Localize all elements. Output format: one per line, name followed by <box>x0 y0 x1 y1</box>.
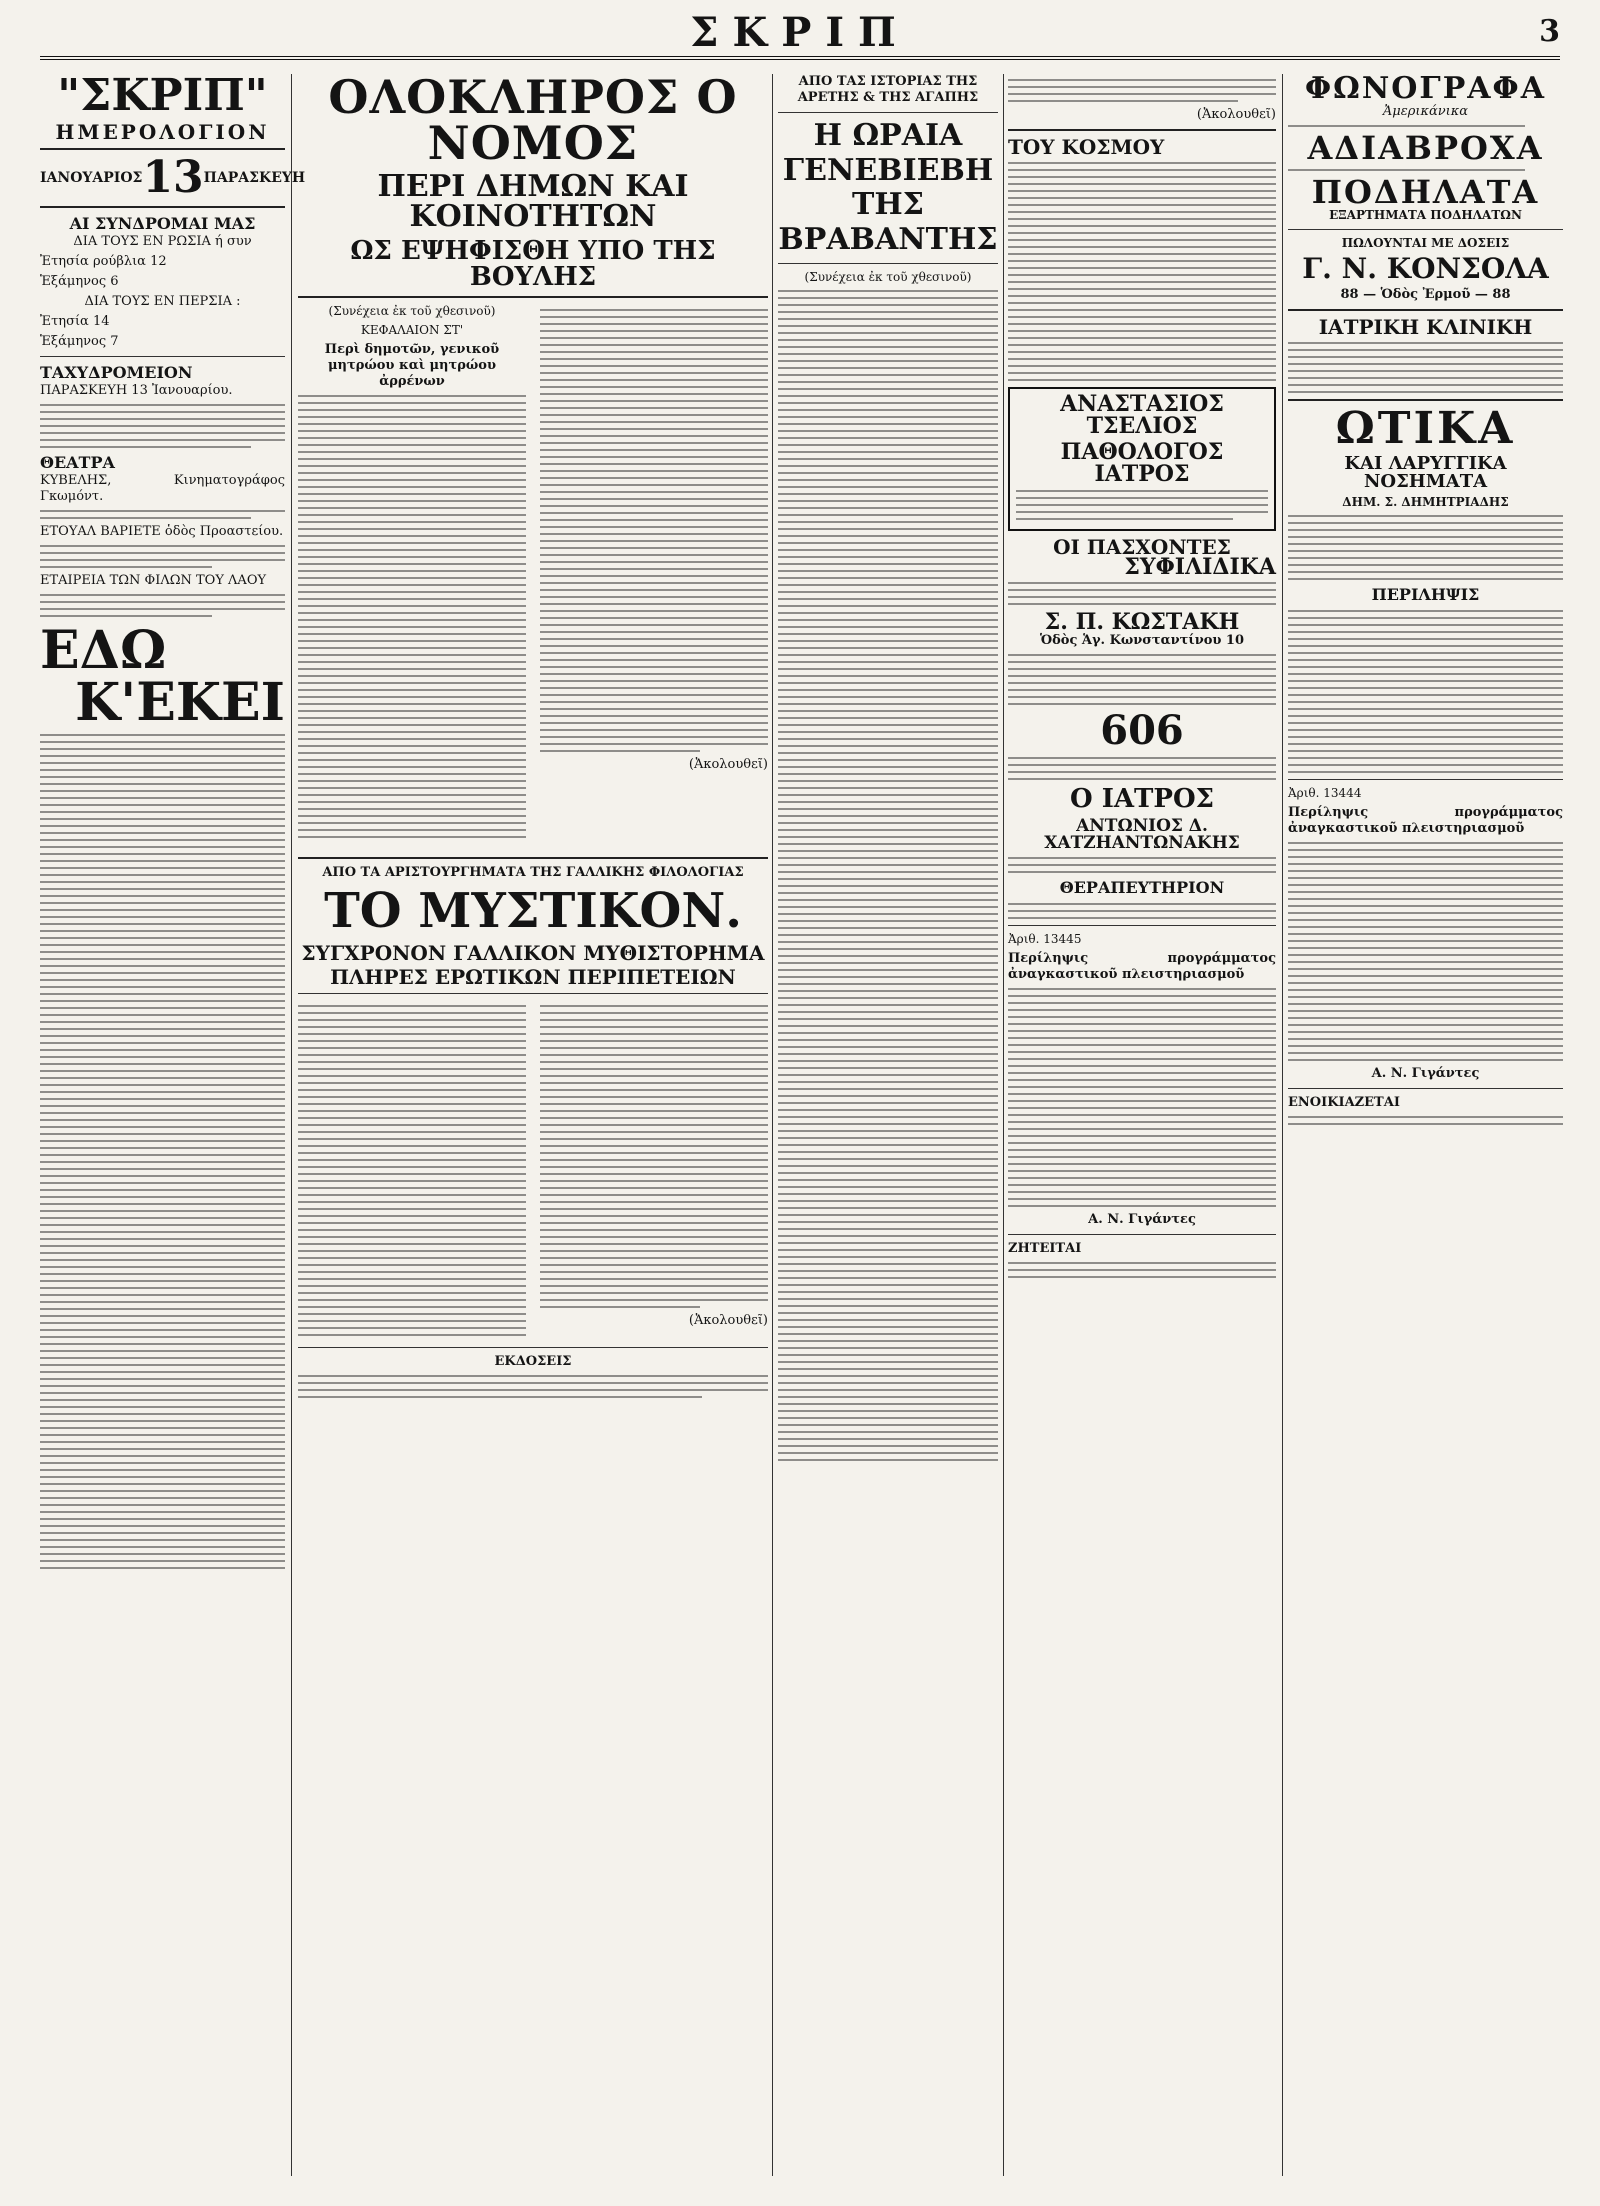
law-headline-2: ΠΕΡΙ ΔΗΜΩΝ ΚΑΙ ΚΟΙΝΟΤΗΤΩΝ <box>377 169 689 234</box>
number-606: 606 <box>1100 707 1184 754</box>
text-block <box>298 395 526 838</box>
perilipsis-heading: ΠΕΡΙΛΗΨΙΣ <box>1371 585 1480 604</box>
column-rule <box>291 74 292 2176</box>
ad-seller-address: 88 — Ὁδὸς Ἐρμοῦ — 88 <box>1340 287 1511 302</box>
divider <box>1008 925 1276 926</box>
ad-fonografa-sub: Ἀμερικάνικα <box>1382 104 1469 119</box>
law-headline-3: ΩΣ ΕΨΗΦΙΣΘΗ ΥΠΟ ΤΗΣ ΒΟΥΛΗΣ <box>350 236 716 292</box>
ad-seller-name: Γ. Ν. ΚΟΝΣΟΛΑ <box>1302 252 1549 285</box>
theatre-item: ΕΤΑΙΡΕΙΑ ΤΩΝ ΦΙΛΩΝ ΤΟΥ ΛΑΟΥ <box>40 573 267 588</box>
text-block <box>1008 79 1276 102</box>
text-block <box>1288 842 1563 1061</box>
post-date: ΠΑΡΑΣΚΕΥΗ 13 Ἰανουαρίου. <box>40 383 233 398</box>
clinic-heading: ΙΑΤΡΙΚΗ ΚΛΙΝΙΚΗ <box>1318 315 1533 339</box>
notice-signature: Α. Ν. Γιγάντες <box>1371 1066 1480 1081</box>
subscriptions-row: Ἐτησία ρούβλια 12 <box>40 254 167 269</box>
law-continued: (Συνέχεια ἐκ τοῦ χθεσινοῦ) <box>328 304 496 318</box>
column-rule <box>772 74 773 2176</box>
date-month: ΙΑΝΟΥΑΡΙΟΣ <box>40 170 143 186</box>
story-title-genevieve: Η ΩΡΑΙΑ ΓΕΝΕΒΙΕΒΗ ΤΗΣ ΒΡΑΒΑΝΤΗΣ <box>778 118 998 257</box>
calendar-date <box>40 152 306 203</box>
ad-seller-pre: ΠΩΛΟΥΝΤΑΙ ΜΕ ΔΟΣΕΙΣ <box>1341 236 1510 250</box>
story-to-be-continued: (Ἀκολουθεῖ) <box>688 1313 768 1328</box>
story-series-line: ΑΠΟ ΤΑ ΑΡΙΣΤΟΥΡΓΗΜΑΤΑ ΤΗΣ ΓΑΛΛΙΚΗΣ ΦΙΛΟΛΟΓΙΑΣ <box>322 865 744 880</box>
otika-heading: ΩΤΙΚΑ <box>1335 403 1516 454</box>
syphilis-heading: ΣΥΦΙΛΙΔΙΚΑ <box>1124 554 1276 580</box>
text-block <box>1288 515 1563 580</box>
divider <box>1288 229 1563 230</box>
doctor-name: ΑΝΑΣΤΑΣΙΟΣ ΤΣΕΛΙΟΣ <box>1060 391 1224 439</box>
date-day: 13 <box>142 152 204 203</box>
text-block <box>1008 1262 1276 1278</box>
kekei-heading: Κ'ΕΚΕΙ <box>75 672 285 733</box>
divider <box>298 993 768 994</box>
text-block <box>40 594 285 617</box>
law-headline: ΟΛΟΚΛΗΡΟΣ Ο ΝΟΜΟΣ <box>328 70 738 170</box>
text-block <box>1008 162 1276 381</box>
ad-podilata: ΠΟΔΗΛΑΤΑ <box>1311 173 1540 211</box>
divider <box>298 857 768 859</box>
story-subtitle: ΣΥΓΧΡΟΝΟΝ ΓΑΛΛΙΚΟΝ ΜΥΘΙΣΤΟΡΗΜΑ <box>301 941 765 965</box>
divider <box>1288 1088 1563 1089</box>
subscriptions-row: Ἑξάμηνος 7 <box>40 334 119 349</box>
divider <box>1288 779 1563 780</box>
column-ads <box>1288 71 1563 2176</box>
subscriptions-heading: ΑΙ ΣΥΝΔΡΟΜΑΙ ΜΑΣ <box>69 214 256 233</box>
calendar-logo: "ΣΚΡΙΠ" <box>57 70 268 121</box>
column-rule <box>1003 74 1004 2176</box>
text-block <box>1288 169 1563 171</box>
doctor-chatzi: ΑΝΤΩΝΙΟΣ Δ. ΧΑΤΖΗΑΝΤΩΝΑΚΗΣ <box>1044 816 1240 853</box>
ad-adiavroxa: ΑΔΙΑΒΡΟΧΑ <box>1307 129 1544 167</box>
ad-fonografa: ΦΩΝΟΓΡΑΦΑ <box>1305 71 1546 106</box>
calendar-subtitle: ΗΜΕΡΟΛΟΓΙΟΝ <box>55 120 270 144</box>
story-title: ΤΟ ΜΥΣΤΙΚΟΝ. <box>324 883 742 939</box>
law-chapter-subtitle: Περὶ δημοτῶν, γενικοῦ μητρώου καὶ μητρώου ἀρρένων <box>324 342 500 389</box>
text-block <box>40 545 285 568</box>
text-block <box>1008 857 1276 873</box>
notice-title: Περίληψις προγράμματος ἀναγκαστικοῦ πλειστηριασμοῦ <box>1008 951 1276 982</box>
subscriptions-line: ΔΙΑ ΤΟΥΣ ΕΝ ΡΩΣΙΑ ή συν <box>73 234 252 249</box>
date-weekday: ΠΑΡΑΣΚΕΥΗ <box>203 170 306 186</box>
text-block <box>1288 125 1563 127</box>
text-block <box>1288 610 1563 773</box>
divider <box>1288 399 1563 401</box>
text-block <box>1008 903 1276 919</box>
text-block <box>778 290 998 1461</box>
text-block <box>298 1375 768 1398</box>
doctor-specialty: ΠΑΘΟΛΟΓΟΣ ΙΑΤΡΟΣ <box>1060 439 1224 487</box>
enoikiazetai-heading: ΕΝΟΙΚΙΑΖΕΤΑΙ <box>1288 1095 1400 1110</box>
text-block <box>40 510 285 519</box>
divider <box>1008 129 1276 131</box>
notice-number: Ἀριθ. 13445 <box>1008 932 1082 946</box>
subscriptions-row: ΔΙΑ ΤΟΥΣ ΕΝ ΠΕΡΣΙΑ : <box>84 294 241 309</box>
notice-signature: Α. Ν. Γιγάντες <box>1088 1212 1196 1227</box>
text-block <box>1008 582 1276 605</box>
column-rule <box>1282 74 1283 2176</box>
divider <box>778 263 998 264</box>
column-notices <box>1008 74 1276 2176</box>
ad-tselios <box>1008 387 1276 531</box>
masthead <box>40 10 1560 60</box>
text-block <box>1008 654 1276 705</box>
text-block <box>1288 1116 1563 1125</box>
divider <box>778 112 998 113</box>
divider <box>298 1347 768 1348</box>
zhteitai-heading: ΖΗΤΕΙΤΑΙ <box>1008 1241 1082 1256</box>
divider <box>40 356 285 357</box>
text-block <box>540 309 768 752</box>
column-genevieve <box>778 74 998 2176</box>
ad-podilata-sub: ΕΞΑΡΤΗΜΑΤΑ ΠΟΔΗΛΑΤΩΝ <box>1329 208 1522 222</box>
story-body <box>298 1000 768 1341</box>
therapeuterion-heading: ΘΕΡΑΠΕΥΤΗΡΙΟΝ <box>1059 878 1225 897</box>
law-to-be-continued: (Ἀκολουθεῖ) <box>688 757 768 772</box>
notice-title: Περίληψις προγράμματος ἀναγκαστικοῦ πλειστηριασμοῦ <box>1288 805 1563 836</box>
theatre-item: ΚΥΒΕΛΗΣ, Κινηματογράφος Γκωμόντ. <box>40 473 285 504</box>
column-law <box>298 70 768 2176</box>
subscriptions-row: Ἐτησία 14 <box>40 314 110 329</box>
notice-number: Ἀριθ. 13444 <box>1288 786 1362 800</box>
story-subtitle-2: ΠΛΗΡΕΣ ΕΡΩΤΙΚΩΝ ΠΕΡΙΠΕΤΕΙΩΝ <box>330 965 736 989</box>
genevieve-continued: (Συνέχεια ἐκ τοῦ χθεσινοῦ) <box>804 270 972 284</box>
page-number: 3 <box>1539 14 1560 49</box>
edo-heading: ΕΔΩ <box>40 620 167 681</box>
divider <box>40 148 285 150</box>
text-block <box>1288 342 1563 393</box>
divider <box>1008 1234 1276 1235</box>
iatros-heading: Ο ΙΑΤΡΟΣ <box>1070 784 1214 814</box>
otika-doctor: ΔΗΜ. Σ. ΔΗΜΗΤΡΙΑΔΗΣ <box>1342 495 1509 509</box>
notices-to-be-continued: (Ἀκολουθεῖ) <box>1196 107 1276 122</box>
doctor-kostaki-address: Ὁδὸς Ἁγ. Κωνσταντίνου 10 <box>1039 633 1245 648</box>
text-block <box>40 734 285 1569</box>
text-block <box>1008 988 1276 1207</box>
theatre-heading: ΘΕΑΤΡΑ <box>40 453 115 472</box>
text-block <box>40 404 285 448</box>
text-block <box>1008 757 1276 780</box>
theatre-item: ΕΤΟΥΑΛ ΒΑΡΙΕΤΕ ὁδὸς Προαστείου. <box>40 524 284 539</box>
subscriptions-row: Ἑξάμηνος 6 <box>40 274 119 289</box>
ekdoseis-heading: ΕΚΔΟΣΕΙΣ <box>494 1354 572 1369</box>
column-calendar <box>40 70 306 2176</box>
sufferers-heading: ΟΙ ΠΑΣΧΟΝΤΕΣ <box>1053 535 1231 559</box>
law-body <box>298 304 768 843</box>
divider <box>298 296 768 298</box>
otika-subtitle: ΚΑΙ ΛΑΡΥΓΓΙΚΑ ΝΟΣΗΜΑΤΑ <box>1344 453 1507 492</box>
law-chapter: ΚΕΦΑΛΑΙΟΝ ΣΤ' <box>360 323 464 337</box>
post-heading: ΤΑΧΥΔΡΟΜΕΙΟΝ <box>40 363 193 382</box>
doctor-kostaki: Σ. Π. ΚΩΣΤΑΚΗ <box>1044 609 1240 635</box>
masthead-title: ΣΚΡΙΠ <box>690 9 910 56</box>
tou-kosmou-heading: ΤΟΥ ΚΟΣΜΟΥ <box>1008 135 1165 159</box>
divider <box>40 206 285 208</box>
series-heading: ΑΠΟ ΤΑΣ ΙΣΤΟΡΙΑΣ ΤΗΣ ΑΡΕΤΗΣ & ΤΗΣ ΑΓΑΠΗΣ <box>797 74 979 105</box>
divider <box>1288 309 1563 311</box>
